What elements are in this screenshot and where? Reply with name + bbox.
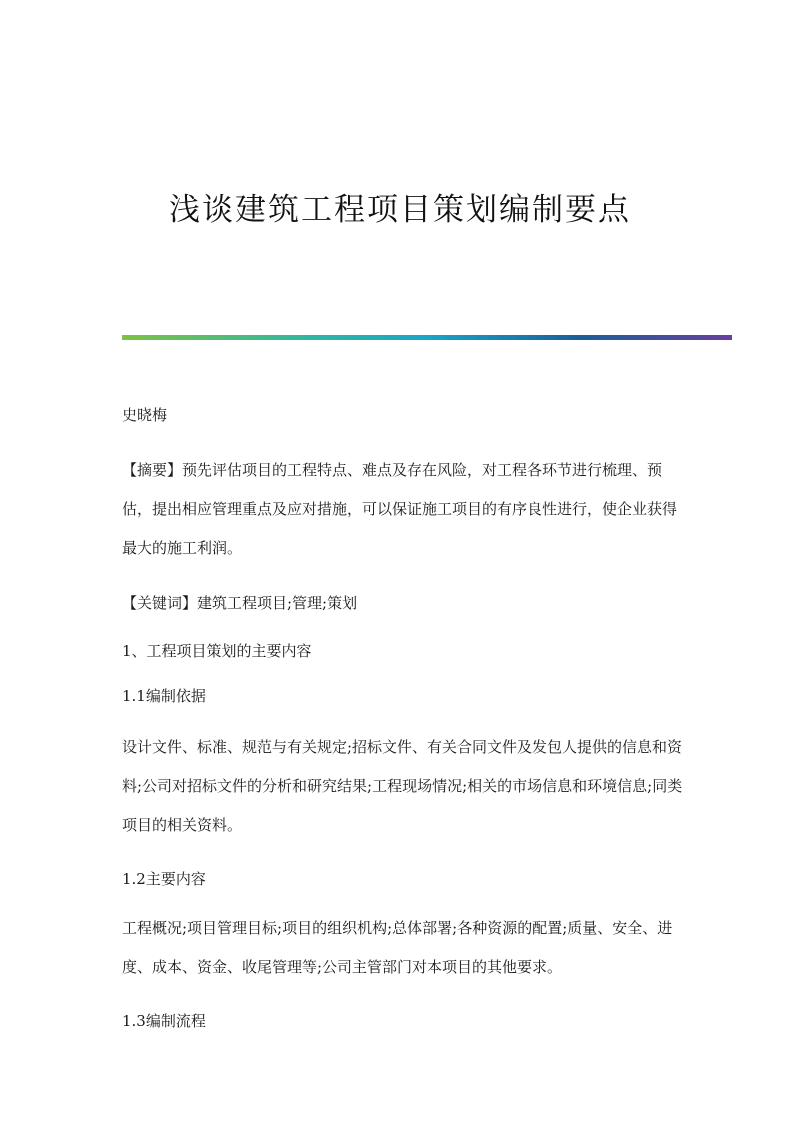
section-heading-1-1: 1.1编制依据 [122,687,206,705]
keywords-paragraph: 【关键词】建筑工程项目;管理;策划 [122,594,358,612]
title-divider [122,335,732,340]
section-body-1-1: 设计文件、标准、规范与有关规定;招标文件、有关合同文件及发包人提供的信息和资料;公司对招标文件的分析和研究结果;工程现场情况;相关的市场信息和环境信息;同类项目的相关资料。 [122,738,683,834]
section-heading-1: 1、工程项目策划的主要内容 [122,642,312,660]
section-heading-1-2: 1.2主要内容 [122,870,206,888]
author-name: 史晓梅 [122,406,168,424]
section-heading-1-3: 1.3编制流程 [122,1012,206,1030]
document-title: 浅谈建筑工程项目策划编制要点 [169,192,631,228]
abstract-paragraph: 【摘要】预先评估项目的工程特点、难点及存在风险，对工程各环节进行梳理、预估，提出相应管理重点及应对措施，可以保证施工项目的有序良性进行，使企业获得最大的施工利润。 [122,461,678,557]
section-body-1-2: 工程概况;项目管理目标;项目的组织机构;总体部署;各种资源的配置;质量、安全、进度、成本、资金、收尾管理等;公司主管部门对本项目的其他要求。 [122,919,673,976]
